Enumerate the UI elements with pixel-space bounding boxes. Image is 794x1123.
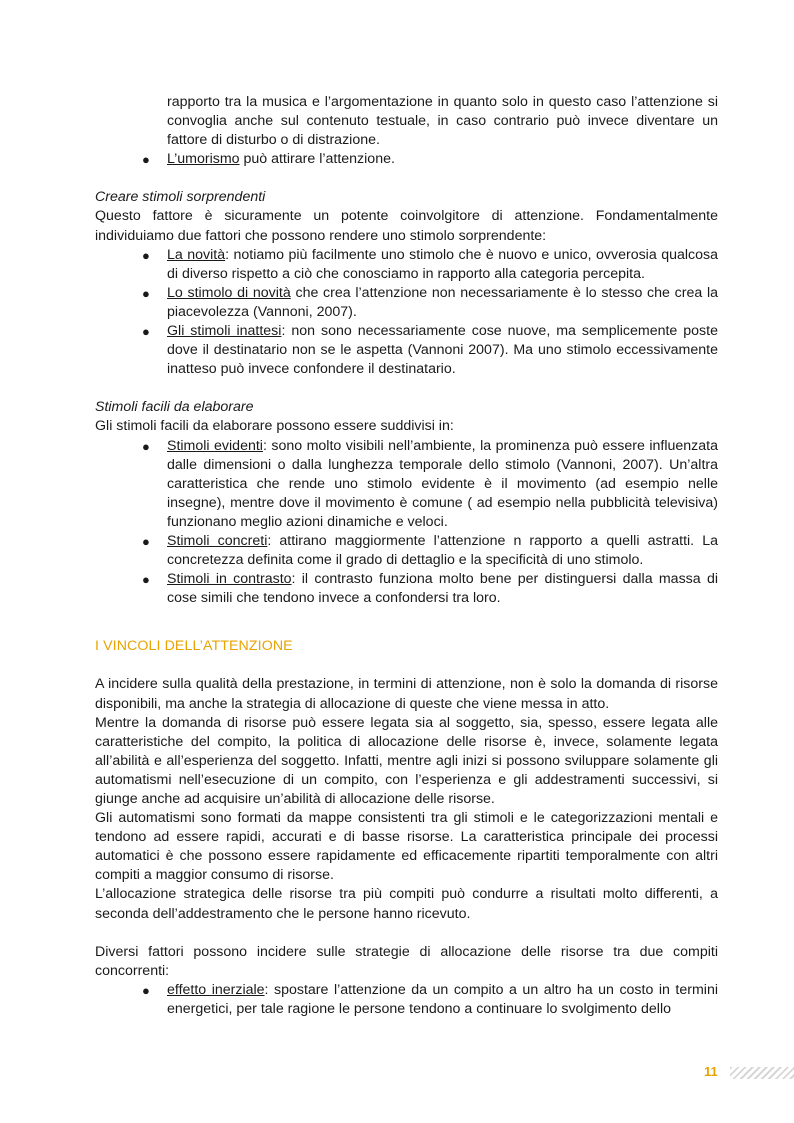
page-number: 11 (704, 1064, 718, 1079)
list-item-text: : il contrasto funziona molto bene per distinguersi dalla massa di cose simili che tendono invece a confondersi tra loro. (167, 571, 718, 607)
bullet-icon: ● (142, 247, 150, 263)
list-item-term: Gli stimoli inattesi (167, 323, 282, 340)
list-item (95, 532, 718, 570)
list-item-term: L’umorismo (167, 151, 240, 168)
list-item (95, 246, 718, 284)
list-item-term: Stimoli in contrasto (167, 571, 292, 588)
decorative-stripes (730, 1067, 794, 1079)
subheading-easy-stimuli: Stimoli facili da elaborare (95, 399, 254, 416)
list-item-text: : attirano maggiormente l’attenzione n rapporto a quelli astratti. La concretezza definita come il grado di dettaglio e la specificità di uno stimolo. (167, 532, 718, 569)
list-item-text: : spostare l’attenzione da un compito a un altro ha un costo in termini energetici, per tale ragione le persone tendono a continuare lo svolgimento dello (167, 981, 719, 1017)
section3-bullet-list (95, 981, 718, 1019)
page-footer (700, 1062, 794, 1082)
section3-paragraph-5: Diversi fattori possono incidere sulle strategie di allocazione delle risorse tra due compiti concorrenti: (95, 943, 718, 979)
section3-paragraph-4: L’allocazione strategica delle risorse tra più compiti può condurre a risultati molto differenti, a seconda dell’addestramento che le persone hanno ricevuto. (95, 886, 718, 922)
bullet-icon: ● (142, 324, 150, 340)
list-item-text: che crea l’attenzione non necessariamente è lo stesso che crea la piacevolezza (Vannoni, 2007). (167, 284, 718, 320)
bullet-icon: ● (142, 438, 150, 454)
list-item-text: : notiamo più facilmente uno stimolo che è nuovo e unico, ovverosia qualcosa di diverso rispetto a ciò che conosciamo in rapporto alla categoria percepita. (167, 246, 718, 282)
section1-paragraph: Questo fattore è sicuramente un potente coinvolgitore di attenzione. Fondamentalmente individuiamo due fattori che possono rendere uno stimolo sorprendente: (95, 208, 718, 244)
bullet-icon: ● (142, 152, 150, 168)
list-item-term: La novità (167, 246, 226, 263)
list-item-term: Lo stimolo di novità (167, 284, 291, 301)
bullet-icon: ● (142, 533, 150, 549)
intro-bullet-list (95, 150, 718, 169)
bullet-icon: ● (142, 572, 150, 588)
section2-bullet-list (95, 437, 718, 609)
subheading-surprising-stimuli: Creare stimoli sorprendenti (95, 189, 266, 206)
section1-bullet-list (95, 246, 718, 380)
section-title-vincoli: I VINCOLI DELL’ATTENZIONE (95, 638, 293, 655)
list-item-term: Stimoli evidenti (167, 437, 263, 454)
continuation-paragraph: rapporto tra la musica e l’argomentazione in quanto solo in questo caso l’attenzione si convoglia anche sul contenuto testuale, in caso contrario può invece diventare un fattore di disturbo o di distrazione. (167, 94, 718, 149)
list-item-text: può attirare l’attenzione. (239, 151, 395, 168)
bullet-icon: ● (142, 285, 150, 301)
list-item-text: : sono molto visibili nell’ambiente, la prominenza può essere influenzata dalle dimensioni o dalla lunghezza temporale dello stimolo (Vannoni, 2007). Un’altra caratteristica che rende uno stimolo evidente è il movimento (ad esempio nelle insegne), mentre dove il movimento è comune ( ad esempio nella pubblicità televisiva) funzionano meglio azioni dinamiche e veloci. (167, 437, 718, 530)
section2-paragraph: Gli stimoli facili da elaborare possono essere suddivisi in: (95, 418, 454, 435)
list-item-term: effetto inerziale (167, 981, 265, 998)
list-item (95, 284, 718, 322)
section3-paragraph-3: Gli automatismi sono formati da mappe consistenti tra gli stimoli e le categorizzazioni mentali e tendono ad essere rapidi, accurati e di basse risorse. La caratteristica principale dei processi automatici è che possono essere rapidamente ed efficacemente ripartiti temporalmente con altri compiti a maggior consumo di risorse. (95, 810, 718, 884)
list-item (95, 570, 718, 608)
list-item (95, 150, 718, 169)
list-item (95, 437, 718, 532)
section3-paragraph-1: A incidere sulla qualità della prestazione, in termini di attenzione, non è solo la domanda di risorse disponibili, ma anche la strategia di allocazione di queste che viene messa in atto. (95, 676, 718, 712)
page-content (95, 93, 718, 1019)
list-item-text: : non sono necessariamente cose nuove, ma semplicemente poste dove il destinatario non se le aspetta (Vannoni 2007). Ma uno stimolo eccessivamente inatteso può invece confondere il destinatario. (167, 323, 718, 378)
list-item (95, 981, 718, 1019)
bullet-icon: ● (142, 982, 150, 998)
list-item (95, 322, 718, 379)
section3-paragraph-2: Mentre la domanda di risorse può essere legata sia al soggetto, sia, spesso, essere legata alle caratteristiche del compito, la politica di allocazione delle risorse è, invece, solamente legata all’abilità e all’esperienza del soggetto. Infatti, mentre agli inizi si possono sviluppare solamente gli automatismi nell’esecuzione di un compito, con l’esperienza e gli addestramenti successivi, si giunge anche ad acquisire un’abilità di allocazione delle risorse. (95, 714, 718, 807)
list-item-term: Stimoli concreti (167, 532, 268, 549)
